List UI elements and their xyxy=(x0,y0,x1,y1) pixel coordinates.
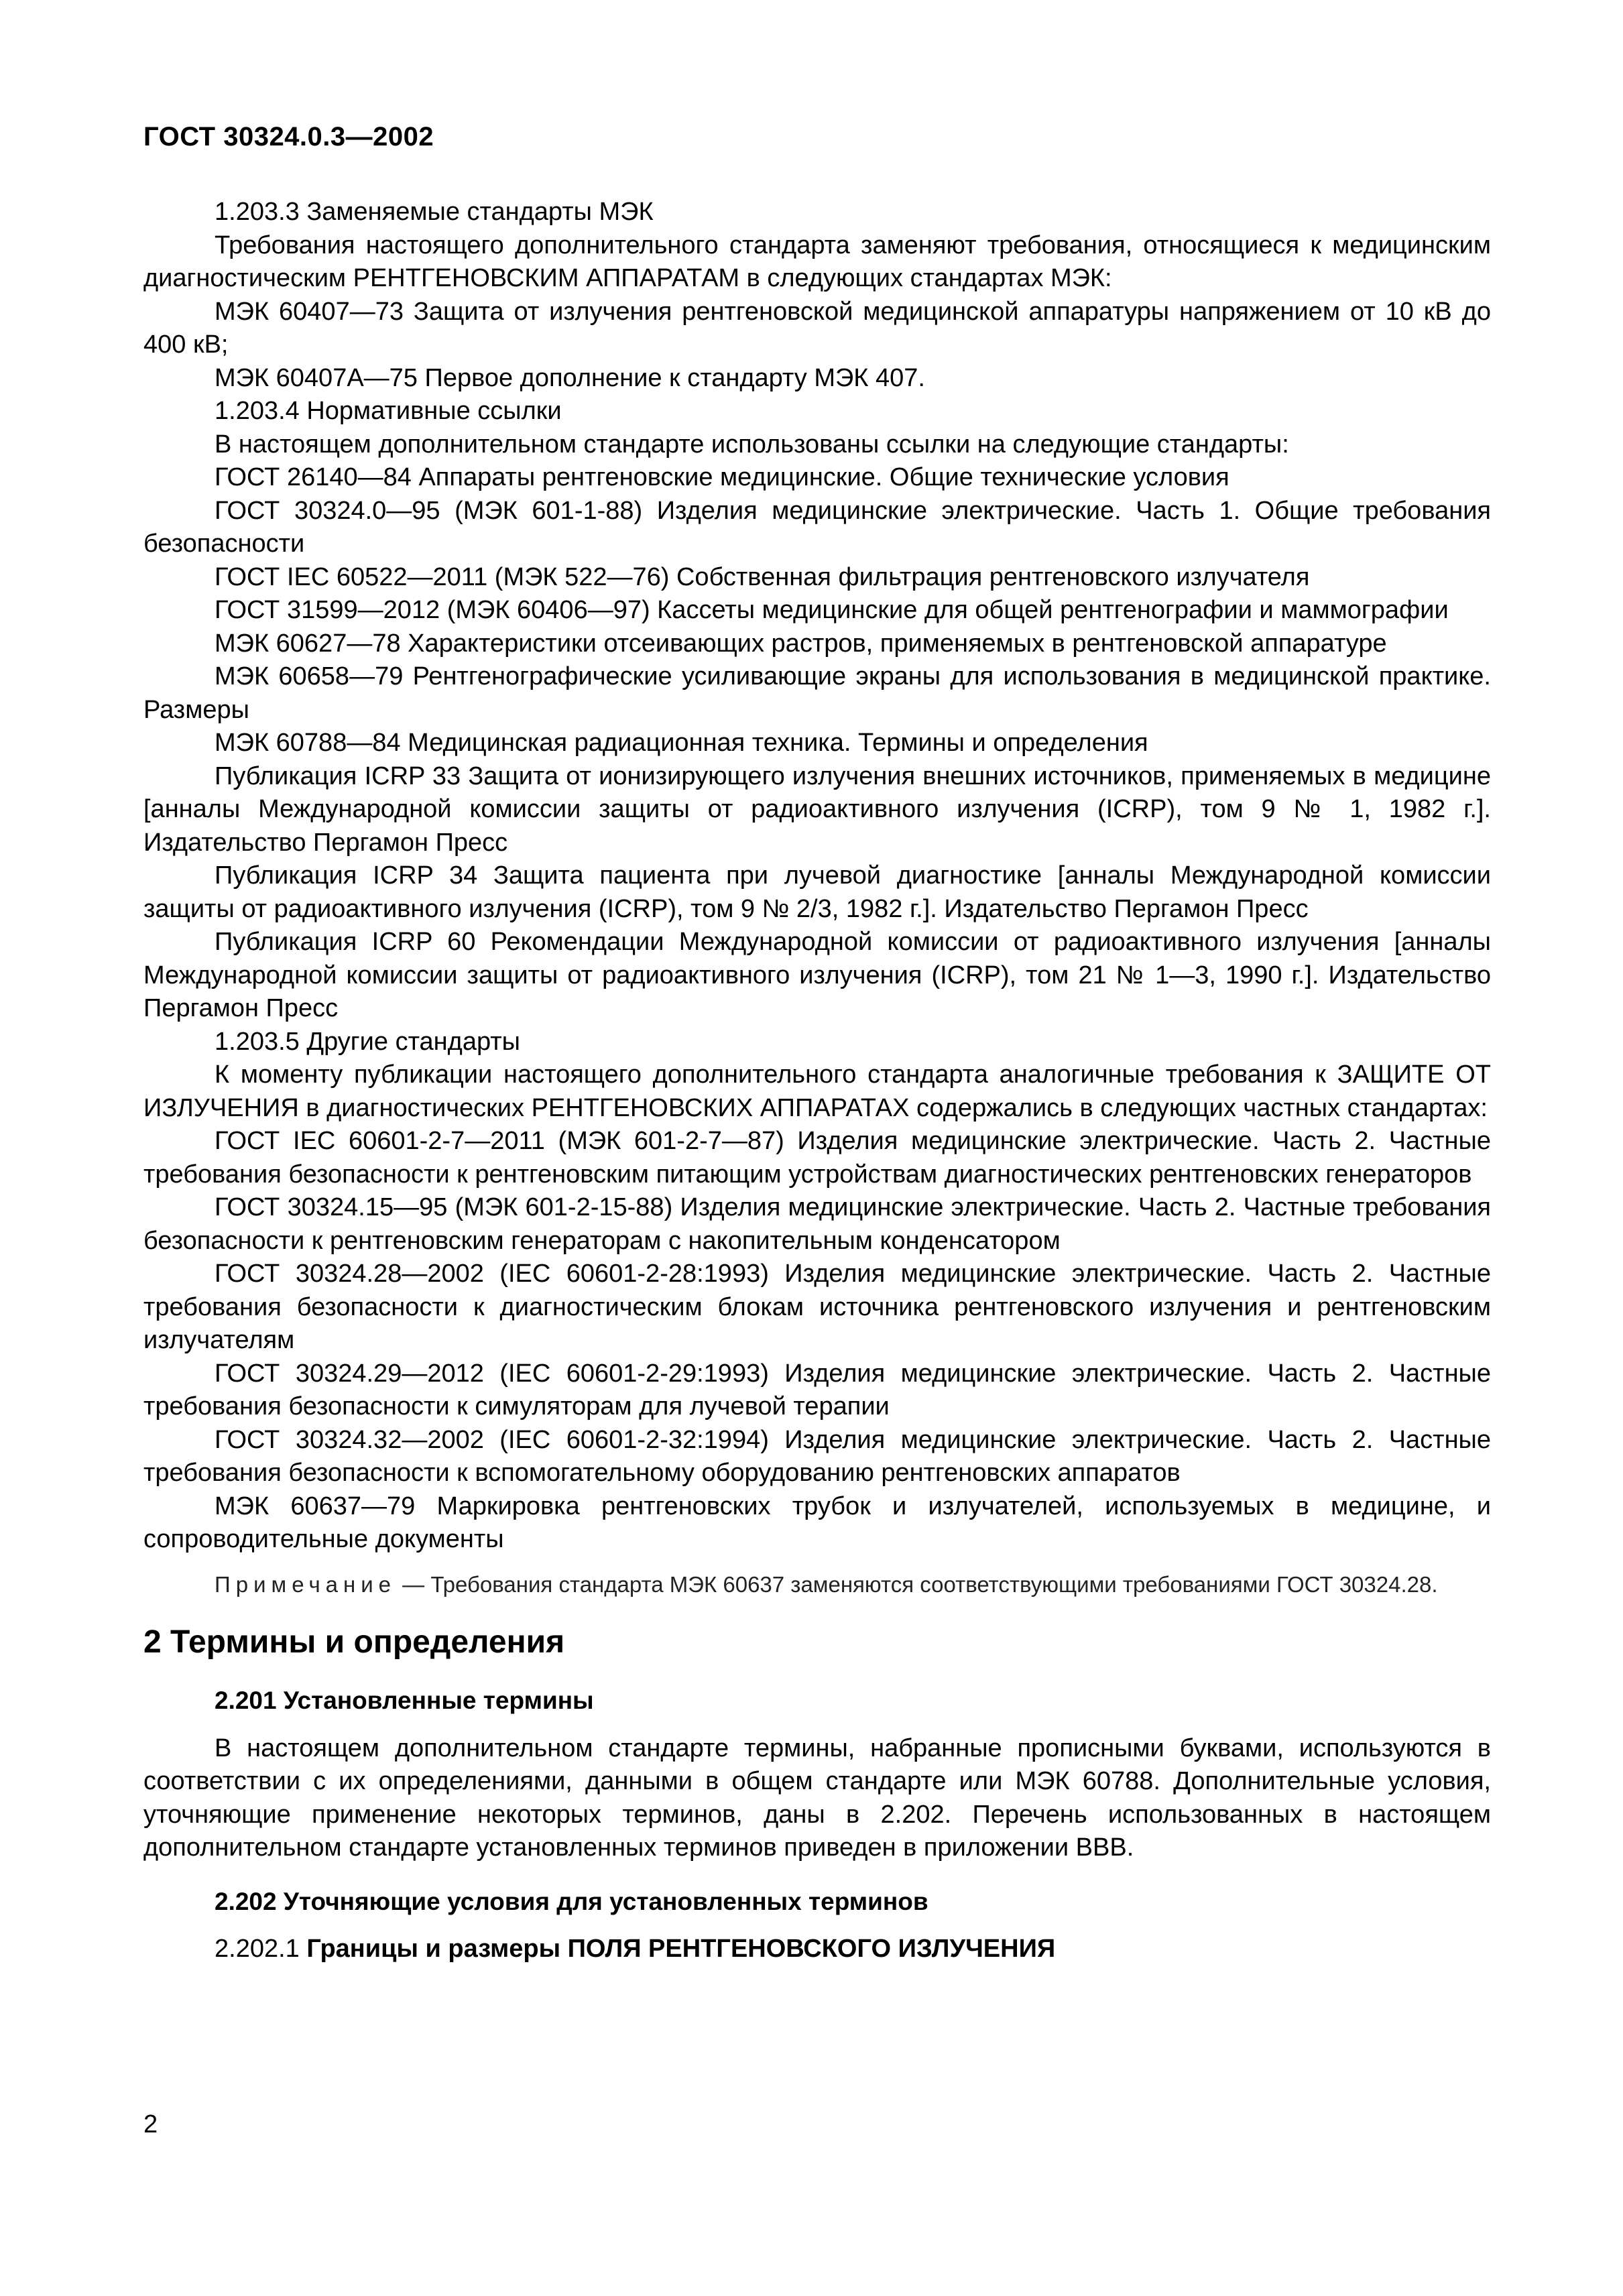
note-text: — Требования стандарта МЭК 60637 заменяются соответствующими требованиями ГОСТ 30324.28. xyxy=(396,1571,1438,1597)
paragraph: ГОСТ 30324.28—2002 (IEC 60601-2-28:1993) Изделия медицинские электрические. Часть 2. Частные требования безопасности к диагностическим блокам источника рентгеновского излучения и рентгеновским излучателям xyxy=(143,1260,1491,1354)
paragraph: Публикация ICRP 34 Защита пациента при лучевой диагностике [анналы Международной комиссии защиты от радиоактивного излучения (ICRP), том 9 № 2/3, 1982 г.]. Издательство Пергамон Пресс xyxy=(143,861,1491,923)
note-label: Примечание xyxy=(215,1571,397,1597)
paragraph: ГОСТ 30324.15—95 (МЭК 601-2-15-88) Изделия медицинские электрические. Часть 2. Частные требования безопасности к рентгеновским генераторам с накопительным конденсатором xyxy=(143,1193,1491,1255)
paragraph: МЭК 60658—79 Рентгенографические усиливающие экраны для использования в медицинской практике. Размеры xyxy=(143,662,1491,724)
paragraph: ГОСТ 30324.29—2012 (IEC 60601-2-29:1993) Изделия медицинские электрические. Часть 2. Частные требования безопасности к симуляторам для лучевой терапии xyxy=(143,1359,1491,1421)
paragraph: ГОСТ 26140—84 Аппараты рентгеновские медицинские. Общие технические условия xyxy=(215,463,1229,491)
paragraph: ГОСТ 31599—2012 (МЭК 60406—97) Кассеты медицинские для общей рентгенографии и маммографии xyxy=(215,596,1449,624)
subsection-number: 2.202.1 xyxy=(215,1935,307,1963)
paragraph: МЭК 60627—78 Характеристики отсеивающих растров, применяемых в рентгеновской аппаратуре xyxy=(215,629,1387,658)
paragraph: МЭК 60788—84 Медицинская радиационная техника. Термины и определения xyxy=(215,729,1148,757)
paragraph: Публикация ICRP 33 Защита от ионизирующего излучения внешних источников, применяемых в медицине [анналы Международной комиссии защиты от радиоактивного излучения (ICRP), том 9 № 1, 1982 г.]. Издательство Пергамон Пресс xyxy=(143,762,1491,857)
subsection-heading-2-201: 2.201 Установленные термины xyxy=(215,1687,594,1714)
section-heading xyxy=(143,1626,1491,1659)
subsection-paragraph: В настоящем дополнительном стандарте термины, набранные прописными буквами, используются в соответствии с их определениями, данными в общем стандарте или МЭК 60788. Дополнительные условия, уточняющие применение некоторых терминов, даны в 2.202. Перечень использованных в настоящем дополнительном стандарте установленных терминов приведен в приложении ВВВ. xyxy=(143,1734,1491,1862)
paragraph: МЭК 60407А—75 Первое дополнение к стандарту МЭК 407. xyxy=(215,363,925,392)
paragraph: 1.203.5 Другие стандарты xyxy=(215,1027,520,1056)
document-code-header: ГОСТ 30324.0.3—2002 xyxy=(143,122,434,152)
subsection-heading-2-202: 2.202 Уточняющие условия для установленных терминов xyxy=(215,1887,928,1915)
note xyxy=(143,1569,1491,1600)
paragraph: ГОСТ IEC 60601-2-7—2011 (МЭК 601-2-7—87) Изделия медицинские электрические. Часть 2. Частные требования безопасности к рентгеновским питающим устройствам диагностических рентгеновских генераторов xyxy=(143,1127,1491,1189)
section-title: 2 Термины и определения xyxy=(143,1624,565,1660)
subsection-title: Границы и размеры ПОЛЯ РЕНТГЕНОВСКОГО ИЗЛУЧЕНИЯ xyxy=(306,1935,1056,1963)
paragraph: ГОСТ 30324.0—95 (МЭК 601-1-88) Изделия медицинские электрические. Часть 1. Общие требования безопасности xyxy=(143,496,1491,558)
paragraph: ГОСТ 30324.32—2002 (IEC 60601-2-32:1994) Изделия медицинские электрические. Часть 2. Частные требования безопасности к вспомогательному оборудованию рентгеновских аппаратов xyxy=(143,1425,1491,1487)
subsection-heading-2-202-1 xyxy=(143,1933,1491,1966)
paragraph: 1.203.4 Нормативные ссылки xyxy=(215,397,562,425)
paragraph: Публикация ICRP 60 Рекомендации Международной комиссии от радиоактивного излучения [анналы Международной комиссии защиты от радиоактивного излучения (ICRP), том 21 № 1—3, 1990 г.]. Издательство Пергамон Пресс xyxy=(143,928,1491,1022)
paragraph: МЭК 60637—79 Маркировка рентгеновских трубок и излучателей, используемых в медицине, и сопроводительные документы xyxy=(143,1492,1491,1553)
paragraph: МЭК 60407—73 Защита от излучения рентгеновской медицинской аппаратуры напряжением от 10 кВ до 400 кВ; xyxy=(143,297,1491,359)
page-number: 2 xyxy=(143,2110,158,2138)
paragraph: Требования настоящего дополнительного стандарта заменяют требования, относящиеся к медицинским диагностическим РЕНТГЕНОВСКИМ АППАРАТАМ в следующих стандартах МЭК: xyxy=(143,231,1491,292)
paragraph: 1.203.3 Заменяемые стандарты МЭК xyxy=(215,198,654,226)
paragraph: ГОСТ IEC 60522—2011 (МЭК 522—76) Собственная фильтрация рентгеновского излучателя xyxy=(215,562,1310,591)
paragraph: К моменту публикации настоящего дополнительного стандарта аналогичные требования к ЗАЩИТЕ ОТ ИЗЛУЧЕНИЯ в диагностических РЕНТГЕНОВСКИХ АППАРАТАХ содержались в следующих частных стандартах: xyxy=(143,1061,1491,1122)
document-body xyxy=(143,196,1491,1966)
paragraph: В настоящем дополнительном стандарте использованы ссылки на следующие стандарты: xyxy=(215,430,1289,459)
